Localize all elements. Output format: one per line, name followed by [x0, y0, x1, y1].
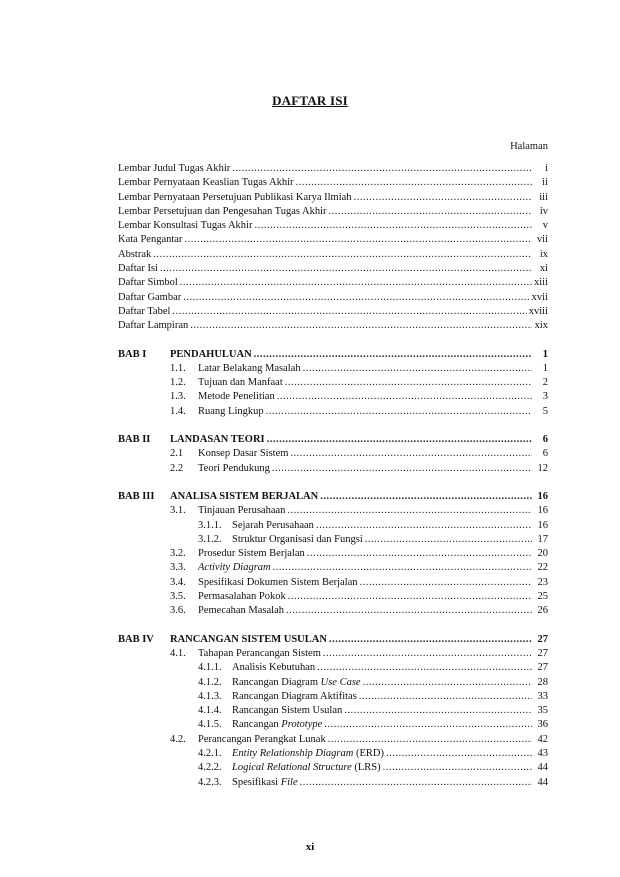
toc-chapter-bab1[interactable]: BAB I PENDAHULUAN ..... 1 — [118, 348, 548, 362]
toc-entry[interactable]: 3.4. Spesifikasi Dokumen Sistem Berjalan ..... 23 — [118, 576, 548, 590]
toc-subentry[interactable]: 4.2.3. Spesifikasi File ..... 44 — [118, 776, 548, 790]
toc-subentry[interactable]: 4.1.2. Rancangan Diagram Use Case ..... 28 — [118, 676, 548, 690]
toc-subentry[interactable]: 4.1.1. Analisis Kebutuhan ..... 27 — [118, 661, 548, 675]
halaman-label: Halaman — [510, 141, 548, 152]
toc-subentry[interactable]: 4.1.3. Rancangan Diagram Aktifitas ..... 33 — [118, 690, 548, 704]
toc-entry-page: i — [545, 163, 548, 174]
dot-leader — [153, 248, 532, 262]
toc-entry[interactable]: 4.2. Perancangan Perangkat Lunak ..... 42 — [118, 733, 548, 747]
toc-chapter-bab3[interactable]: BAB III ANALISA SISTEM BERJALAN ..... 16 — [118, 490, 548, 504]
toc-entry[interactable]: 2.1 Konsep Dasar Sistem ..... 6 — [118, 447, 548, 461]
toc-front-entry[interactable] — [118, 248, 548, 262]
toc-entry[interactable]: 3.3. Activity Diagram ..... 22 — [118, 561, 548, 575]
page-number: xi — [305, 841, 315, 853]
toc-subentry[interactable]: 3.1.2. Struktur Organisasi dan Fungsi ..... 17 — [118, 533, 548, 547]
toc-entry[interactable]: 4.1. Tahapan Perancangan Sistem ..... 27 — [118, 647, 548, 661]
toc-front-entry[interactable] — [118, 319, 548, 333]
dot-leader — [172, 305, 526, 319]
toc-entry-page: xvii — [531, 291, 548, 303]
toc-subentry[interactable]: 4.1.5. Rancangan Prototype ..... 36 — [118, 718, 548, 732]
toc-subentry[interactable]: 3.1.1. Sejarah Perusahaan ..... 16 — [118, 519, 548, 533]
toc-subentry[interactable]: 4.1.4. Rancangan Sistem Usulan ..... 35 — [118, 704, 548, 718]
toc-front-entry[interactable] — [118, 162, 548, 176]
toc-entry[interactable]: 3.5. Permasalahan Pokok ..... 25 — [118, 590, 548, 604]
toc-subentry[interactable]: 4.2.2. Logical Relational Structure (LRS) ..... 44 — [118, 761, 548, 775]
toc-subentry[interactable]: 4.2.1. Entity Relationship Diagram (ERD) ..... 43 — [118, 747, 548, 761]
dot-leader — [354, 191, 532, 205]
toc-entry[interactable]: 1.3. Metode Penelitian ..... 3 — [118, 390, 548, 404]
toc-entry-page: xix — [534, 320, 548, 332]
toc-entry-page: xiii — [533, 277, 548, 289]
toc-entry-label: Daftar Tabel — [118, 305, 171, 317]
toc-entry[interactable]: 1.2. Tujuan dan Manfaat ..... 2 — [118, 376, 548, 390]
toc-entry-page: iii — [539, 191, 548, 203]
toc-front-entry[interactable] — [118, 233, 548, 247]
toc-entry[interactable]: 3.6. Pemecahan Masalah ..... 26 — [118, 604, 548, 618]
toc-entry[interactable]: 3.2. Prosedur Sistem Berjalan ..... 20 — [118, 547, 548, 561]
toc-front-entry[interactable] — [118, 176, 548, 190]
toc-entry-page: v — [542, 220, 548, 232]
toc-entry-label: Daftar Isi — [118, 263, 158, 275]
toc-entry[interactable]: 3.1. Tinjauan Perusahaan ..... 16 — [118, 504, 548, 518]
toc-entry-label: Lembar Judul Tugas Akhir — [118, 163, 231, 174]
dot-leader — [254, 219, 532, 233]
toc-entry-page: vii — [536, 234, 548, 246]
toc-entry-label: Daftar Simbol — [118, 277, 178, 289]
toc-entry[interactable]: 1.4. Ruang Lingkup ..... 5 — [118, 405, 548, 419]
toc-front-entry[interactable] — [118, 219, 548, 233]
toc-entry-label: Lembar Persetujuan dan Pengesahan Tugas Akhir — [118, 205, 327, 217]
toc-entry-label: Kata Pengantar — [118, 234, 183, 246]
dot-leader — [329, 205, 532, 219]
dot-leader — [190, 319, 532, 333]
toc-entry-label: Lembar Pernyataan Persetujuan Publikasi Karya Ilmiah — [118, 191, 352, 203]
table-of-contents — [118, 162, 548, 790]
toc-chapter-bab4[interactable]: BAB IV RANCANGAN SISTEM USULAN ..... 27 — [118, 633, 548, 647]
dot-leader — [160, 262, 532, 276]
toc-front-entry[interactable] — [118, 305, 548, 319]
toc-front-entry[interactable] — [118, 262, 548, 276]
page-title: DAFTAR ISI — [272, 93, 348, 108]
toc-entry[interactable]: 1.1. Latar Belakang Masalah ..... 1 — [118, 362, 548, 376]
toc-entry-label: Daftar Lampiran — [118, 320, 189, 332]
front-matter-list — [118, 162, 548, 334]
toc-entry-page: xi — [539, 263, 548, 275]
toc-entry[interactable]: 2.2 Teori Pendukung ..... 12 — [118, 462, 548, 476]
toc-front-entry[interactable] — [118, 205, 548, 219]
toc-entry-label: Daftar Gambar — [118, 291, 182, 303]
toc-entry-page: xviii — [528, 305, 548, 317]
toc-entry-page: iv — [539, 205, 548, 217]
dot-leader — [180, 276, 532, 290]
toc-entry-page: ii — [542, 177, 548, 189]
dot-leader — [183, 291, 529, 305]
toc-entry-label: Abstrak — [118, 248, 152, 260]
dot-leader — [296, 176, 532, 190]
toc-front-entry[interactable] — [118, 291, 548, 305]
toc-chapter-bab2[interactable]: BAB II LANDASAN TEORI ..... 6 — [118, 433, 548, 447]
dot-leader — [184, 233, 532, 247]
toc-entry-label: Lembar Konsultasi Tugas Akhir — [118, 220, 253, 232]
toc-front-entry[interactable] — [118, 191, 548, 205]
toc-entry-label: Lembar Pernyataan Keaslian Tugas Akhir — [118, 177, 294, 189]
toc-entry-page: ix — [539, 248, 548, 260]
dot-leader — [232, 162, 532, 176]
toc-front-entry[interactable] — [118, 276, 548, 290]
